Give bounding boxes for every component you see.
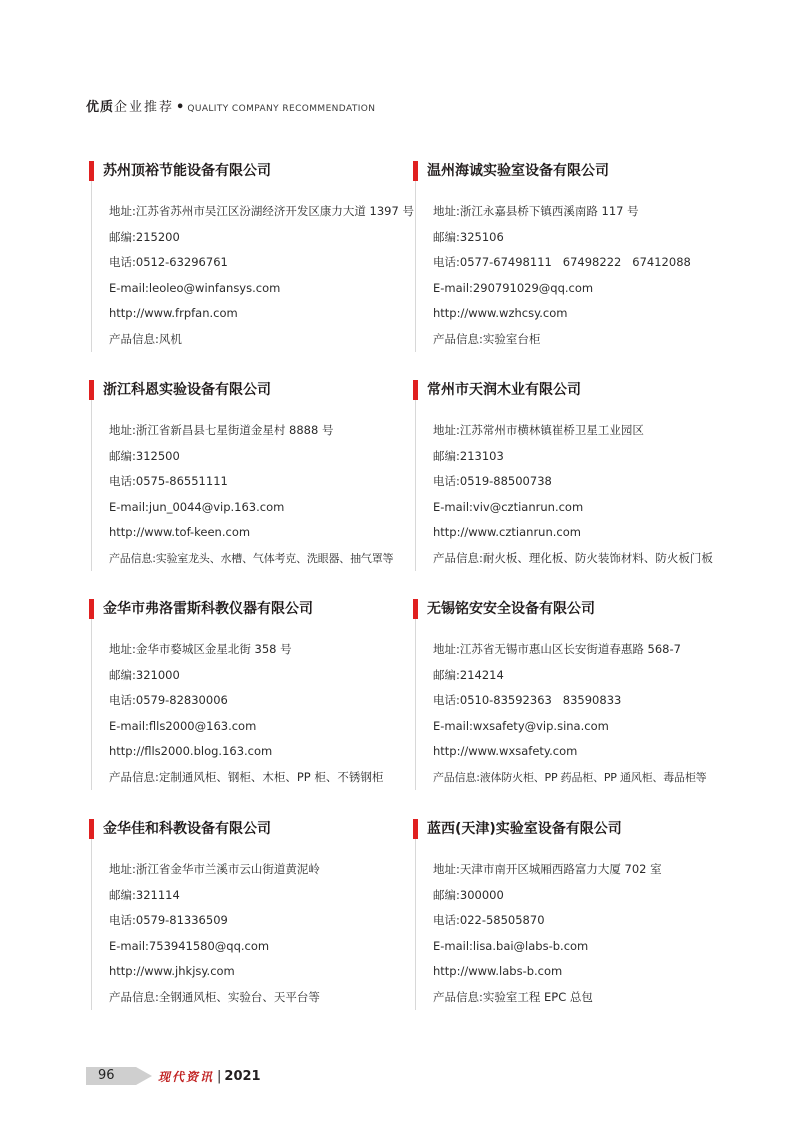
company-product: 产品信息:定制通风柜、钢柜、木柜、PP 柜、不锈钢柜: [109, 769, 384, 784]
company-postcode: 邮编:214214: [433, 667, 504, 682]
company-postcode: 邮编:213103: [433, 448, 504, 463]
company-name: 金华市弗洛雷斯科教仪器有限公司: [89, 599, 410, 619]
company-website[interactable]: http://www.wzhcsy.com: [433, 306, 568, 320]
company-email[interactable]: E-mail:290791029@qq.com: [433, 280, 594, 295]
company-name: 金华佳和科教设备有限公司: [89, 819, 410, 839]
company-postcode: 邮编:312500: [109, 448, 180, 463]
company-address: 地址:江苏省苏州市吴江区汾湖经济开发区康力大道 1397 号: [109, 204, 414, 218]
header-title-bold: 优质: [86, 100, 115, 115]
company-phone: 电话:0575-86551111: [109, 474, 228, 488]
company-postcode: 邮编:321114: [109, 887, 180, 902]
company-card: [415, 161, 734, 352]
company-product: 产品信息:实验室台柜: [433, 331, 541, 346]
company-address: 地址:浙江省新昌县七星街道金星村 8888 号: [109, 423, 334, 437]
company-email[interactable]: E-mail:flls2000@163.com: [109, 718, 257, 733]
company-email[interactable]: E-mail:jun_0044@vip.163.com: [109, 499, 285, 514]
company-email[interactable]: E-mail:viv@cztianrun.com: [433, 499, 584, 514]
company-address: 地址:浙江省金华市兰溪市云山街道黄泥岭: [109, 862, 320, 876]
company-email[interactable]: E-mail:leoleo@winfansys.com: [109, 280, 281, 295]
company-website[interactable]: http://www.wxsafety.com: [433, 744, 578, 758]
company-address: 地址:天津市南开区城厢西路富力大厦 702 室: [433, 862, 662, 876]
company-name: 无锡铭安安全设备有限公司: [413, 599, 734, 619]
company-website[interactable]: http://www.jhkjsy.com: [109, 964, 235, 978]
header-title-light: 企业推荐: [114, 100, 175, 115]
company-name: 浙江科恩实验设备有限公司: [89, 380, 410, 400]
company-address: 地址:江苏常州市横林镇崔桥卫星工业园区: [433, 423, 644, 437]
company-postcode: 邮编:300000: [433, 887, 504, 902]
company-product: 产品信息:实验室工程 EPC 总包: [433, 989, 593, 1004]
company-phone: 电话:0512-63296761: [109, 255, 228, 269]
company-phone: 电话:0579-81336509: [109, 913, 228, 927]
company-website[interactable]: http://www.tof-keen.com: [109, 525, 251, 539]
company-product: 产品信息:实验室龙头、水槽、气体考克、洗眼器、抽气罩等: [109, 551, 394, 565]
company-card: [91, 380, 410, 571]
header-bullet: •: [176, 100, 186, 115]
company-product: 产品信息:耐火板、理化板、防火装饰材料、防火板门板: [433, 550, 713, 565]
company-email[interactable]: E-mail:lisa.bai@labs-b.com: [433, 938, 589, 953]
company-website[interactable]: http://www.labs-b.com: [433, 964, 563, 978]
company-card: [91, 161, 414, 352]
company-name: 苏州顶裕节能设备有限公司: [89, 161, 410, 181]
company-postcode: 邮编:325106: [433, 229, 504, 244]
company-phone: 电话:0519-88500738: [433, 474, 552, 488]
company-card: [91, 819, 410, 1010]
company-address: 地址:浙江永嘉县桥下镇西溪南路 117 号: [433, 204, 639, 218]
page-header: [86, 96, 375, 115]
company-phone: 电话:0577-67498111 67498222 67412088: [433, 255, 691, 269]
footer-separator: |: [217, 1068, 222, 1084]
company-card: [91, 599, 410, 790]
company-website[interactable]: http://www.cztianrun.com: [433, 525, 581, 539]
company-product: 产品信息:液体防火柜、PP 药品柜、PP 通风柜、毒品柜等: [433, 770, 707, 784]
company-email[interactable]: E-mail:753941580@qq.com: [109, 938, 270, 953]
company-address: 地址:金华市婺城区金星北街 358 号: [109, 642, 292, 656]
company-website[interactable]: http://www.frpfan.com: [109, 306, 238, 320]
company-postcode: 邮编:321000: [109, 667, 180, 682]
company-address: 地址:江苏省无锡市惠山区长安街道春惠路 568-7: [433, 642, 681, 656]
company-website[interactable]: http://flls2000.blog.163.com: [109, 744, 273, 758]
company-card: [415, 599, 734, 790]
company-postcode: 邮编:215200: [109, 229, 180, 244]
page-number: 96: [86, 1067, 136, 1085]
company-card: [415, 819, 734, 1010]
page-number-arrow: [136, 1067, 152, 1085]
company-phone: 电话:022-58505870: [433, 913, 545, 927]
footer-year: 2021: [224, 1068, 261, 1084]
magazine-name: 现代资讯: [158, 1069, 215, 1084]
company-name: 蓝西(天津)实验室设备有限公司: [413, 819, 734, 839]
company-phone: 电话:0510-83592363 83590833: [433, 693, 622, 707]
company-product: 产品信息:全钢通风柜、实验台、天平台等: [109, 989, 320, 1004]
company-card: [415, 380, 734, 571]
company-product: 产品信息:风机: [109, 331, 182, 346]
company-name: 常州市天润木业有限公司: [413, 380, 734, 400]
company-phone: 电话:0579-82830006: [109, 693, 228, 707]
company-email[interactable]: E-mail:wxsafety@vip.sina.com: [433, 718, 609, 733]
company-name: 温州海诚实验室设备有限公司: [413, 161, 734, 181]
header-title-english: QUALITY COMPANY RECOMMENDATION: [187, 104, 376, 114]
page-footer: [86, 1067, 261, 1085]
